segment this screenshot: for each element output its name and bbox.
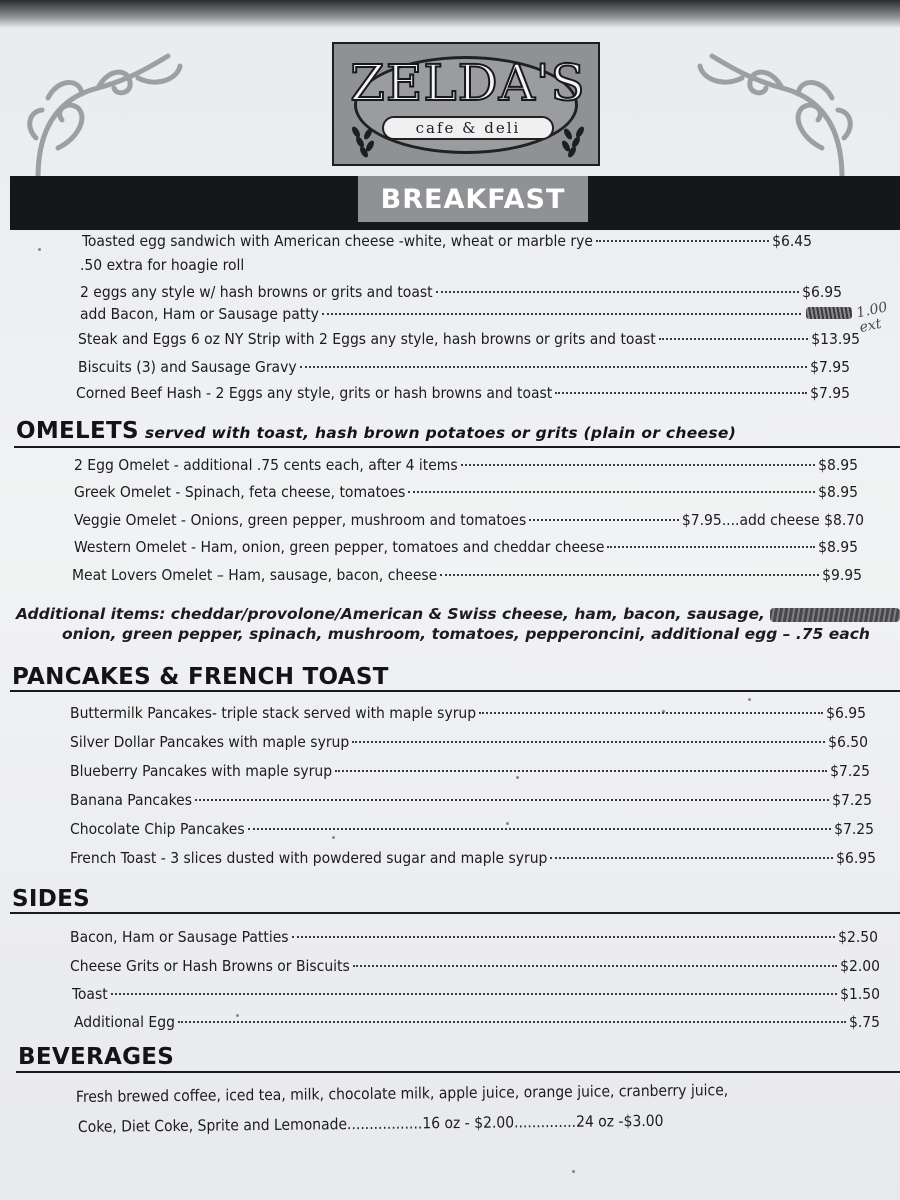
paper-speck: [506, 822, 509, 825]
dot-leader: [550, 857, 833, 859]
breakfast-title-plate: [358, 176, 588, 222]
menu-item: [78, 330, 860, 348]
item-price: $8.95: [818, 456, 858, 474]
dot-leader: [440, 574, 819, 576]
menu-item: [70, 762, 870, 780]
dot-leader: [607, 546, 815, 548]
item-name: Biscuits (3) and Sausage Gravy: [78, 358, 297, 376]
item-name: Greek Omelet - Spinach, feta cheese, tomatoes: [74, 483, 406, 501]
menu-item: [72, 566, 862, 584]
menu-item: [74, 456, 858, 474]
item-name: Banana Pancakes: [70, 791, 192, 809]
item-price: $7.25: [830, 762, 870, 780]
menu-item: [82, 232, 812, 250]
item-name: Blueberry Pancakes with maple syrup: [70, 762, 333, 780]
item-name: Toasted egg sandwich with American cheese -white, wheat or marble rye: [82, 232, 593, 250]
page-top-shadow: [0, 0, 900, 28]
beverages-list: Fresh brewed coffee, iced tea, milk, chocolate milk, apple juice, orange juice, cranberry juice,: [75, 1081, 729, 1106]
pancakes-heading: PANCAKES & FRENCH TOAST: [12, 664, 389, 690]
item-name: Cheese Grits or Hash Browns or Biscuits: [70, 957, 350, 975]
paper-speck: [748, 698, 751, 701]
item-price: $8.95: [818, 538, 858, 556]
item-name: 2 Egg Omelet - additional .75 cents each, after 4 items: [74, 456, 458, 474]
swirl-ornament-left-icon: [18, 38, 188, 188]
item-price: $6.45: [772, 232, 812, 250]
section-rule: [10, 912, 900, 914]
menu-item: [74, 511, 864, 529]
item-note: .50 extra for hoagie roll: [80, 256, 245, 274]
dot-leader: [111, 993, 837, 995]
dot-leader: [248, 828, 831, 830]
item-price: $2.00: [840, 957, 880, 975]
item-name: Additional Egg: [74, 1013, 175, 1031]
logo-tagline: cafe & deli: [382, 116, 554, 140]
logo-name: ZELDA'S: [350, 54, 586, 112]
section-subtitle: served with toast, hash brown potatoes or grits (plain or cheese): [144, 424, 737, 442]
wheat-left-icon: [348, 122, 376, 162]
item-name: Meat Lovers Omelet – Ham, sausage, bacon, cheese: [72, 566, 438, 584]
item-name: Toast: [72, 985, 108, 1003]
breakfast-title: BREAKFAST: [380, 183, 566, 215]
struck-out-price: [806, 307, 852, 319]
menu-item: [72, 985, 880, 1003]
menu-item: [80, 305, 804, 323]
dot-leader: [335, 770, 827, 772]
item-price: $1.50: [840, 985, 880, 1003]
paper-speck: [516, 776, 519, 779]
paper-speck: [236, 1014, 239, 1017]
scribbled-out-text: [770, 608, 900, 622]
dot-leader: [292, 936, 836, 938]
item-price: $.75: [848, 1013, 880, 1031]
item-price: $7.95: [810, 358, 850, 376]
item-price: $6.95: [802, 283, 842, 301]
dot-leader: [353, 965, 837, 967]
menu-item: [70, 849, 876, 867]
section-rule: [14, 446, 900, 448]
sides-heading: SIDES: [12, 886, 90, 912]
dot-leader: [322, 313, 801, 315]
menu-item: [70, 704, 866, 722]
paper-speck: [662, 710, 665, 713]
paper-speck: [572, 1170, 575, 1173]
item-name: French Toast - 3 slices dusted with powdered sugar and maple syrup: [70, 849, 548, 867]
dot-leader: [352, 741, 825, 743]
menu-item: [74, 538, 858, 556]
wheat-right-icon: [560, 122, 588, 162]
dot-leader: [408, 491, 815, 493]
menu-item: [78, 358, 850, 376]
dot-leader: [529, 519, 679, 521]
menu-item: [70, 733, 868, 751]
dot-leader: [555, 392, 807, 394]
additional-items-line-1: [16, 605, 900, 623]
item-price: $6.95: [836, 849, 876, 867]
item-name: Veggie Omelet - Onions, green pepper, mushroom and tomatoes: [74, 511, 527, 529]
item-price: $7.25: [834, 820, 874, 838]
item-price: $6.95: [826, 704, 866, 722]
item-name: 2 eggs any style w/ hash browns or grits and toast: [80, 283, 433, 301]
menu-item: [74, 1013, 880, 1031]
menu-item: [70, 957, 880, 975]
item-name: Steak and Eggs 6 oz NY Strip with 2 Eggs any style, hash browns or grits and toast: [78, 330, 656, 348]
item-name: Corned Beef Hash - 2 Eggs any style, grits or hash browns and toast: [76, 384, 553, 402]
item-name: add Bacon, Ham or Sausage patty: [80, 305, 319, 323]
section-title: OMELETS: [16, 418, 139, 444]
breakfast-header-bar: [10, 176, 900, 230]
menu-item: [80, 283, 842, 301]
item-name: Western Omelet - Ham, onion, green pepper, tomatoes and cheddar cheese: [74, 538, 605, 556]
dot-leader: [436, 291, 799, 293]
item-price: $13.95: [811, 330, 860, 348]
menu-item: [76, 384, 850, 402]
paper-speck: [38, 248, 41, 251]
dot-leader: [195, 799, 829, 801]
dot-leader: [300, 366, 807, 368]
dot-leader: [479, 712, 823, 714]
zeldas-logo: [332, 42, 600, 166]
menu-item: [70, 928, 878, 946]
item-price: $2.50: [838, 928, 878, 946]
item-price: $7.95: [810, 384, 850, 402]
additional-items-text: Additional items: cheddar/provolone/American & Swiss cheese, ham, bacon, sausage,: [16, 605, 765, 623]
section-rule: [16, 1071, 900, 1073]
paper-speck: [332, 836, 335, 839]
menu-item: [74, 483, 858, 501]
item-name: Silver Dollar Pancakes with maple syrup: [70, 733, 350, 751]
item-price: $9.95: [822, 566, 862, 584]
dot-leader: [596, 240, 769, 242]
menu-item: [70, 791, 872, 809]
beverages-heading: BEVERAGES: [18, 1044, 175, 1070]
handwritten-note: 1.00 ext: [855, 299, 889, 337]
section-rule: [10, 690, 900, 692]
item-name: Buttermilk Pancakes- triple stack served with maple syrup: [70, 704, 477, 722]
beverages-pricing: Coke, Diet Coke, Sprite and Lemonade.................16 oz - $2.00..............24 oz -$3.00: [77, 1111, 664, 1136]
swirl-ornament-right-icon: [692, 38, 862, 188]
additional-items-line-2: onion, green pepper, spinach, mushroom, tomatoes, pepperoncini, additional egg – .75 each: [62, 625, 870, 643]
omelets-heading: [16, 418, 736, 444]
item-name: Bacon, Ham or Sausage Patties: [70, 928, 289, 946]
item-price: $6.50: [828, 733, 868, 751]
item-name: Chocolate Chip Pancakes: [70, 820, 245, 838]
item-price: $8.95: [818, 483, 858, 501]
dot-leader: [659, 338, 808, 340]
dot-leader: [178, 1021, 846, 1023]
menu-item: [70, 820, 874, 838]
dot-leader: [461, 464, 815, 466]
item-price: $7.25: [832, 791, 872, 809]
item-price: $7.95....add cheese $8.70: [681, 511, 864, 529]
